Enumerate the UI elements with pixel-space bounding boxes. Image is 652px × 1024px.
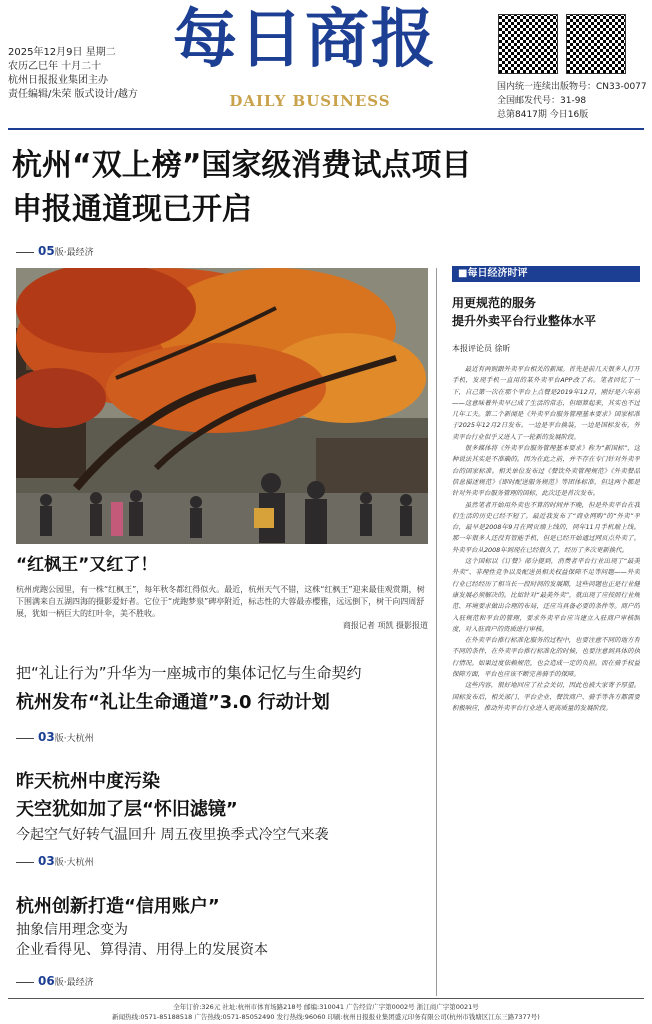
issue-number: 总第8417期 今日16版: [497, 110, 589, 120]
commentary-paragraph: 虽然笔者开始用外卖也不算的时间并不晚，但是外卖平台在我们生活的历史已经不短了。最近我发布了“商业网购”的“外卖”平台，最早是2008年9月在网页端上线的，同年11月手机端上线。那一年很多人还没有智能手机，但是已经开始通过网页点外卖了。外卖平台从2008年到现在已经很久了，经历了多次更新换代。: [452, 500, 640, 554]
column-divider: [436, 268, 437, 996]
credit-sub-line2: 企业看得见、算得清、用得上的发展资本: [16, 942, 268, 958]
maple-tree-photo: [16, 268, 428, 544]
masthead-registration: [497, 80, 647, 122]
footer-line2: 新闻热线:0571-85188518 广告热线:0571-85052490 发行热线:96060 印刷:杭州日报报业集团盛元印务有限公司(杭州市钱塘区江东三路7377号): [112, 1013, 540, 1021]
commentary-paragraph: 在外卖平台推行标准化服务的过程中，也要注意不同的地方有不同的条件，在外卖平台推行标准化的时候，也要注意到具体的执行情况。如果过度依赖规范，也会造成一定的负担。而在骑手权益保障方面，平台也应该不断完善骑手的保障。: [452, 636, 640, 679]
traffic-page-ref[interactable]: 03版·大杭州: [16, 730, 94, 744]
lead-headline[interactable]: [12, 144, 642, 232]
traffic-story-kicker: 把“礼让行为”升华为一座城市的集体记忆与生命契约: [16, 664, 362, 682]
pollution-story-title[interactable]: [16, 768, 428, 824]
photo-story-body: [16, 584, 428, 632]
dash-icon: [16, 982, 34, 983]
photo-credit: 商报记者 项凯 摄影报道: [342, 621, 428, 630]
square-icon: ■: [458, 268, 468, 279]
editors: 责任编辑/朱荣 版式设计/越方: [8, 89, 138, 100]
commentary-paragraph: 这个国标以《订餐》部分提到，消费者平台行业出现了“最美外卖”、非理性竞争以及配送员相关权益保障不足等问题——外卖行业已经经历了相当长一段时间的发展期，这些问题也正是行业健康发展必须解决的。比如针对“最美外卖”，就出现了应按照行业规范、环境要求做出合理的布局，还应当具备必要的条件等。商户的入驻规范和平台的管理，要求外卖平台应当建立入驻商户审核制度，对入驻商户的资质进行审核。: [452, 557, 640, 633]
commentary-body: [452, 364, 640, 992]
dash-icon: [16, 738, 34, 739]
dash-icon: [16, 252, 34, 253]
commentary-paragraph: 这些内容，很好地回应了社会关切，因此也被大家寄予厚望。国标发布后，相关部门、平台企业、餐饮商户、骑手等各方都需要积极响应，推动外卖平台行业进入更高质量的发展阶段。: [452, 681, 640, 712]
credit-story-title[interactable]: 杭州创新打造“信用账户”: [16, 896, 220, 917]
qr-code-icon: [498, 14, 558, 74]
pollution-title-line2: 天空犹如加了层“怀旧滤镜”: [16, 799, 238, 820]
photo-story-title[interactable]: “红枫王”又红了！: [16, 555, 158, 575]
lead-headline-line1: 杭州“双上榜”国家级消费试点项目: [12, 148, 472, 183]
commentary-banner: [452, 266, 640, 282]
commentary-author: 本报评论员 徐昕: [452, 344, 511, 353]
credit-story-sub: [16, 920, 428, 960]
commentary-title[interactable]: [452, 294, 640, 330]
credit-page-ref[interactable]: 06版·最经济: [16, 974, 94, 988]
commentary-title-line1: 用更规范的服务: [452, 296, 537, 310]
photo-story-text: 杭州虎跑公园里，有一株“红枫王”，每年秋冬都红得似火。最近，杭州天气不错，这株“红枫王”迎来最佳观赏期，树下围满来自五湖四海的摄影爱好者。它位于“虎跑梦泉”碑亭附近，标志性的大蓉最赤樱雅，远远倒下，树干向四周舒展，犹如一柄巨大的红叶伞，美不胜收。: [16, 585, 425, 618]
postal-code: 全国邮发代号：31-98: [497, 96, 587, 106]
maple-photo-illustration: [16, 268, 428, 544]
masthead-divider: [8, 128, 644, 130]
dash-icon: [16, 862, 34, 863]
footer-line1: 全年订价:326元 社址:杭州市体育场路218号 邮编:310041 广告经营广字第0002号 浙江商广字第0021号: [173, 1003, 479, 1011]
commentary-title-line2: 提升外卖平台行业整体水平: [452, 314, 597, 328]
lead-page-ref[interactable]: 05版·最经济: [16, 244, 94, 258]
footer-divider: [8, 998, 644, 999]
qr-code-icon: [566, 14, 626, 74]
masthead-info: [8, 46, 158, 102]
pollution-story-sub: 今起空气好转气温回升 周五夜里换季式冷空气来袭: [16, 827, 329, 843]
newspaper-logo: 每日商报: [173, 2, 437, 77]
publisher: 杭州日报报业集团主办: [8, 75, 108, 86]
issn: 国内统一连续出版物号：CN33-0077: [497, 82, 647, 92]
issue-date: 2025年12月9日 星期二: [8, 47, 116, 58]
newspaper-logo-en: DAILY BUSINESS: [229, 92, 391, 110]
traffic-story-title[interactable]: 杭州发布“礼让生命通道”3.0 行动计划: [16, 692, 330, 713]
credit-sub-line1: 抽象信用理念变为: [16, 922, 128, 938]
commentary-paragraph: 很多媒体将《外卖平台服务管理基本要求》称为“新国标”，这种说法其实是不准确的。因为在此之前，并不存在专门针对外卖平台的国家标准。相关单位发布过《餐饮外卖管理规范》《外卖餐品信息描述规范》《即时配送服务规范》等团体标准，但这两个都是针对外卖平台服务管理的国标，此次还是首次发布。: [452, 444, 640, 498]
commentary-paragraph: 最近有两则跟外卖平台相关的新闻。首先是前几天很多人打开手机，发现手机一直用的某外卖平台APP改了名。笔者回忆了一下，自己第一次在那个平台上点餐是2019年12月，刚好是六年前——这意味着外卖早已成了生活的常态，但细算起来，其实也不过几年工夫。第二个新闻是《外卖平台服务管理基本要求》国家标准于2025年12月2日发布。一边是平台换装，一边是国标发布，外卖平台行业似乎又进入了一轮新的发展阶段。: [452, 365, 640, 441]
commentary-banner-label: 每日经济时评: [467, 268, 528, 279]
pollution-page-ref[interactable]: 03版·大杭州: [16, 854, 94, 868]
lead-headline-line2: 申报通道现已开启: [12, 192, 252, 227]
pollution-title-line1: 昨天杭州中度污染: [16, 771, 160, 792]
lunar-date: 农历乙巳年 十月二十: [8, 61, 102, 72]
